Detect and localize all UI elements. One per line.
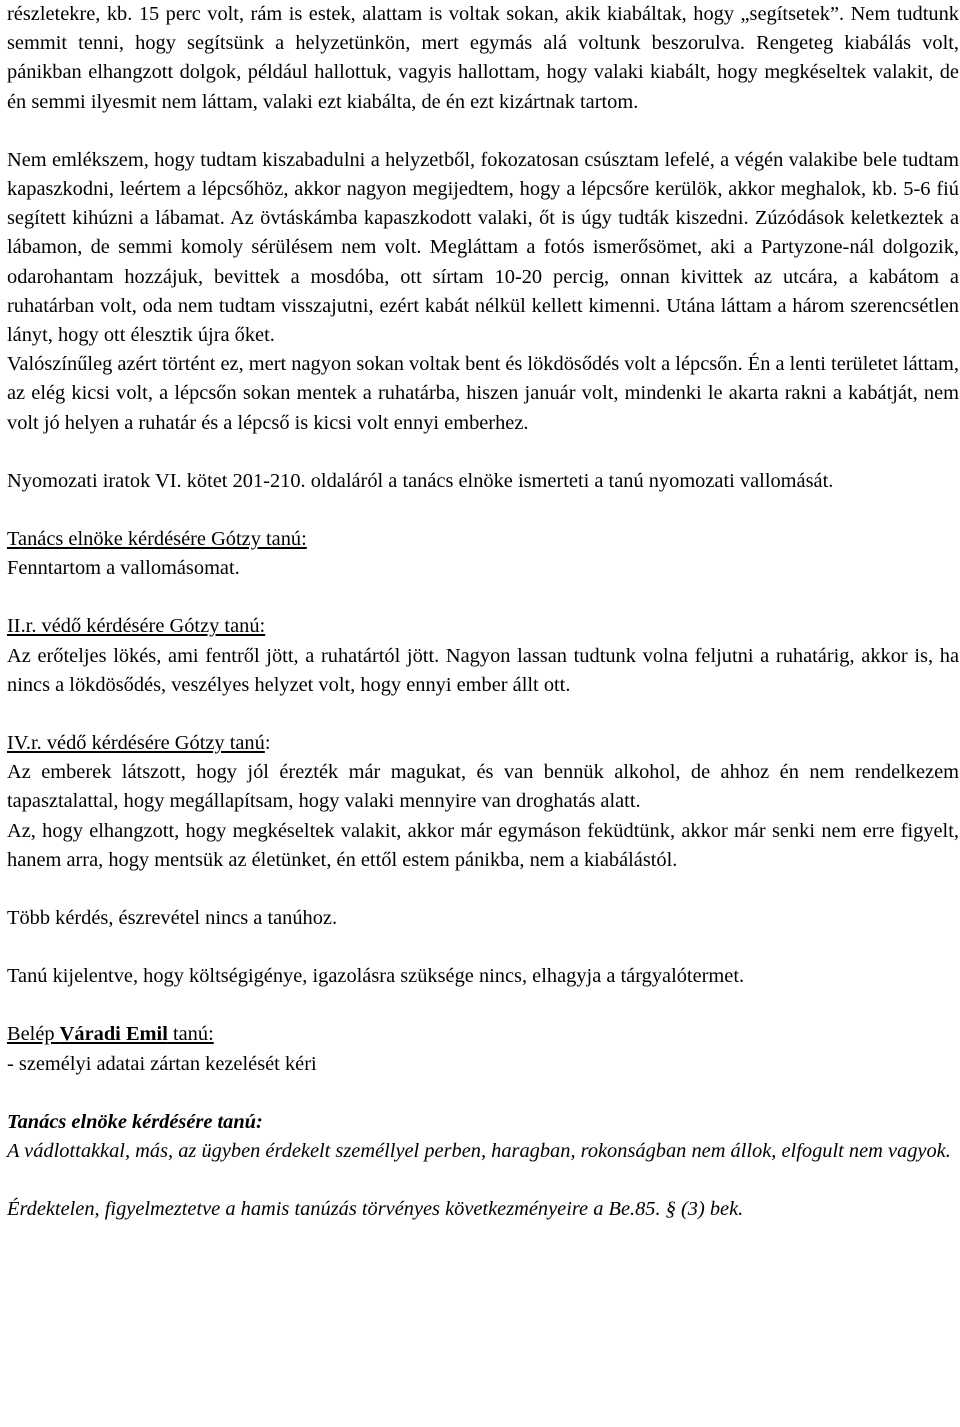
answer-defence-4-a: Az emberek látszott, hogy jól érezték már magukat, és van bennük alkohol, de ahhoz én nem rendelkezem tapasztalattal, hogy megállapítsam, hogy valaki mennyire van droghatás alatt. [7,761,959,813]
paragraph-continuation: részletekre, kb. 15 perc volt, rám is estek, alattam is voltak sokan, akik kiabáltak, hogy „segítsetek”. Nem tudtunk semmit tenni, hogy segítsünk a helyzetünkön, mert egymás alá voltunk beszorulva. Rengeteg kiabálás volt, pánikban elhangzott dolgok, például hallottuk, vagyis hallottam, hogy valaki kiabált, hogy megkéseltek valakit, de én semmi ilyesmit nem láttam, valaki ezt kiabálta, de én ezt kizártnak tartom. [7,3,959,113]
paragraph-records-reading: Nyomozati iratok VI. kötet 201-210. oldaláról a tanács elnöke ismerteti a tanú nyomozati vallomását. [7,469,834,492]
answer-not-biased: A vádlottakkal, más, az ügyben érdekelt személlyel perben, haragban, rokonságban nem állok, elfogult nem vagyok. [7,1140,951,1163]
warning-line: Érdektelen, figyelmeztetve a hamis tanúzás törvényes következményeire a Be.85. § (3) bek. [7,1198,744,1221]
heading-defence-4-text: IV.r. védő kérdésére Gótzy tanú [7,732,265,755]
heading-chair-question-text: Tanács elnöke kérdésére Gótzy tanú: [7,528,307,551]
witness-name: Váradi Emil [59,1023,168,1046]
heading-chair-question-2: Tanács elnöke kérdésére tanú: [7,1110,263,1133]
no-more-questions: Több kérdés, észrevétel nincs a tanúhoz. [7,907,338,930]
heading-defence-4 [7,729,959,758]
heading-chair-question [7,525,959,554]
heading-new-witness-role: tanú: [167,1023,214,1046]
answer-maintain: Fenntartom a vallomásomat. [7,557,240,580]
witness-leaves: Tanú kijelentve, hogy költségigénye, igazolásra szüksége nincs, elhagyja a tárgyalótermet. [7,965,745,988]
answer-defence-2: Az erőteljes lökés, ami fentről jött, a ruhatártól jött. Nagyon lassan tudtunk volna feljutni a ruhatárig, akkor is, ha nincs a lökdösődés, veszélyes helyzet volt, hogy ennyi ember állt ott. [7,644,959,696]
heading-defence-2-text: II.r. védő kérdésére Gótzy tanú: [7,615,266,638]
paragraph-escape-account: Nem emlékszem, hogy tudtam kiszabadulni a helyzetből, fokozatosan csúsztam lefelé, a végén valakibe bele tudtam kapaszkodni, leértem a lépcsőhöz, akkor nagyon megijedtem, hogy a lépcsőre kerülök, akkor meghalok, kb. 5-6 fiú segített kihúzni a lábamat. Az övtáskámba kapaszkodott valaki, őt is úgy tudták kiszedni. Zúzódások keletkeztek a lábamon, de semmi komoly sérülésem nem volt. Megláttam a fotós ismerősömet, aki a Partyzone-nál dolgozik, odarohantam hozzájuk, bevittek a mosdóba, ott sírtam 10-20 percig, onnan kivittek az utcára, a kabátom a ruhatárban volt, oda nem tudtam visszajutni, ezért kabát nélkül kellett kimenni. Utána láttam a három szerencsétlen lányt, hogy ott élesztik újra őket. [7,148,959,347]
heading-defence-2 [7,612,959,641]
heading-new-witness [7,1020,959,1049]
heading-defence-4-colon: : [264,732,271,755]
document-page [7,0,959,1225]
witness-request: - személyi adatai zártan kezelését kéri [7,1052,317,1075]
heading-new-witness-enter: Belép [7,1023,60,1046]
answer-defence-4-b: Az, hogy elhangzott, hogy megkéseltek valakit, akkor már egymáson feküdtünk, akkor már senki nem erre figyelt, hanem arra, hogy mentsük az életünket, én ettől estem pánikba, nem a kiabálástól. [7,819,959,871]
paragraph-cause: Valószínűleg azért történt ez, mert nagyon sokan voltak bent és lökdösődés volt a lépcsőn. Én a lenti területet láttam, az elég kicsi volt, a lépcsőn sokan mentek a ruhatárba, hiszen január volt, mindenki le akarta rakni a kabátját, nem volt jó helyen a ruhatár és a lépcső is kicsi volt ennyi emberhez. [7,353,959,434]
